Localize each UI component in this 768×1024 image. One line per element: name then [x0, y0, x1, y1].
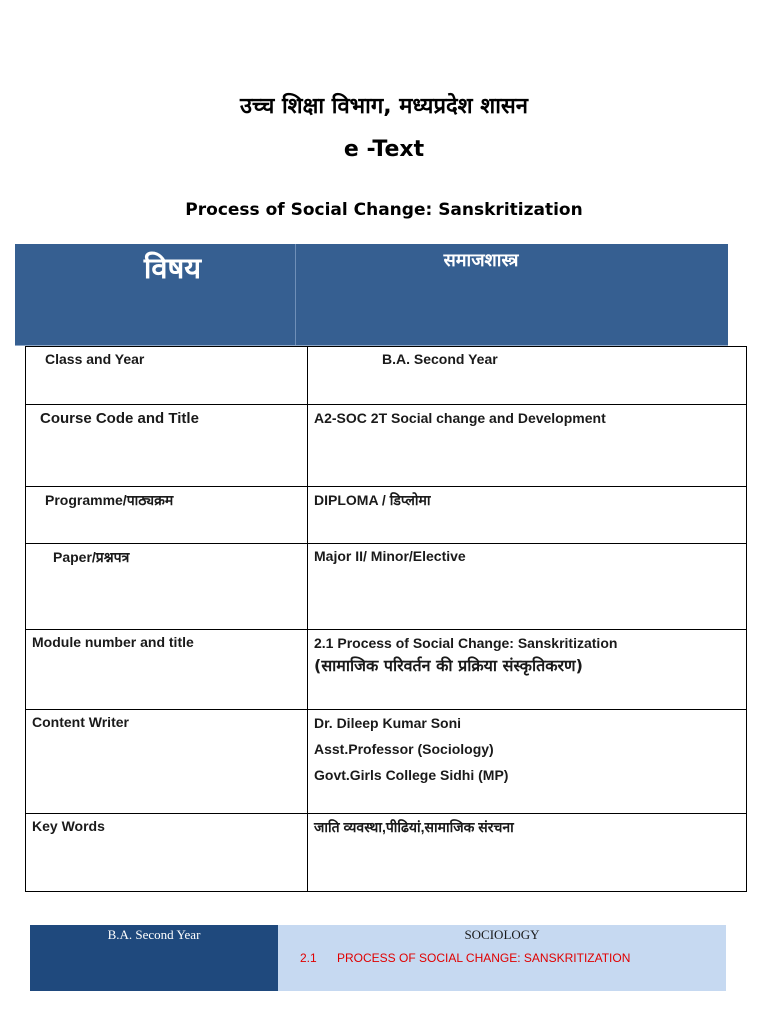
- programme-value: DIPLOMA / डिप्लोमा: [308, 487, 747, 544]
- footer-subject: SOCIOLOGY: [464, 927, 540, 942]
- writer-label: Content Writer: [26, 710, 308, 814]
- module-label: Module number and title: [26, 630, 308, 710]
- table-row: [26, 630, 747, 710]
- module-title-hi: (सामाजिक परिवर्तन की प्रक्रिया संस्कृतिकरण): [314, 656, 583, 675]
- page-footer: [30, 925, 726, 991]
- department-title: उच्च शिक्षा विभाग, मध्यप्रदेश शासन: [239, 94, 528, 119]
- programme-label: Programme/पाठ्यक्रम: [26, 487, 308, 544]
- etext-title: e -Text: [343, 137, 425, 162]
- table-row: [26, 347, 747, 405]
- table-row: [26, 544, 747, 630]
- footer-module-title: PROCESS OF SOCIAL CHANGE: SANSKRITIZATION: [337, 951, 631, 965]
- footer-module-number: 2.1: [300, 951, 317, 965]
- table-row: [26, 814, 747, 892]
- banner-subject-value: समाजशास्त्र: [443, 250, 519, 271]
- table-row: [26, 487, 747, 544]
- writer-value: [308, 710, 747, 814]
- module-title-en: 2.1 Process of Social Change: Sanskritization: [314, 635, 618, 651]
- writer-name: Dr. Dileep Kumar Soni: [314, 715, 462, 731]
- footer-class: B.A. Second Year: [30, 925, 278, 991]
- paper-value: Major II/ Minor/Elective: [308, 544, 747, 630]
- course-info-table: [25, 346, 747, 892]
- table-row: [26, 405, 747, 487]
- footer-right-panel: [278, 925, 726, 991]
- banner-subject-label: विषय: [143, 251, 202, 285]
- writer-designation: Asst.Professor (Sociology): [314, 741, 494, 757]
- class-year-label: Class and Year: [26, 347, 308, 405]
- footer-module: [300, 951, 630, 965]
- course-label: Course Code and Title: [26, 405, 308, 487]
- writer-college: Govt.Girls College Sidhi (MP): [314, 767, 509, 783]
- course-value: A2-SOC 2T Social change and Development: [308, 405, 747, 487]
- document-subtitle: Process of Social Change: Sanskritization: [185, 200, 583, 220]
- keywords-value: जाति व्यवस्था,पीढियां,सामाजिक संरचना: [308, 814, 747, 892]
- class-year-value: B.A. Second Year: [308, 347, 747, 405]
- module-value: [308, 630, 747, 710]
- table-row: [26, 710, 747, 814]
- subject-banner: [15, 244, 728, 346]
- paper-label: Paper/प्रश्नपत्र: [26, 544, 308, 630]
- keywords-label: Key Words: [26, 814, 308, 892]
